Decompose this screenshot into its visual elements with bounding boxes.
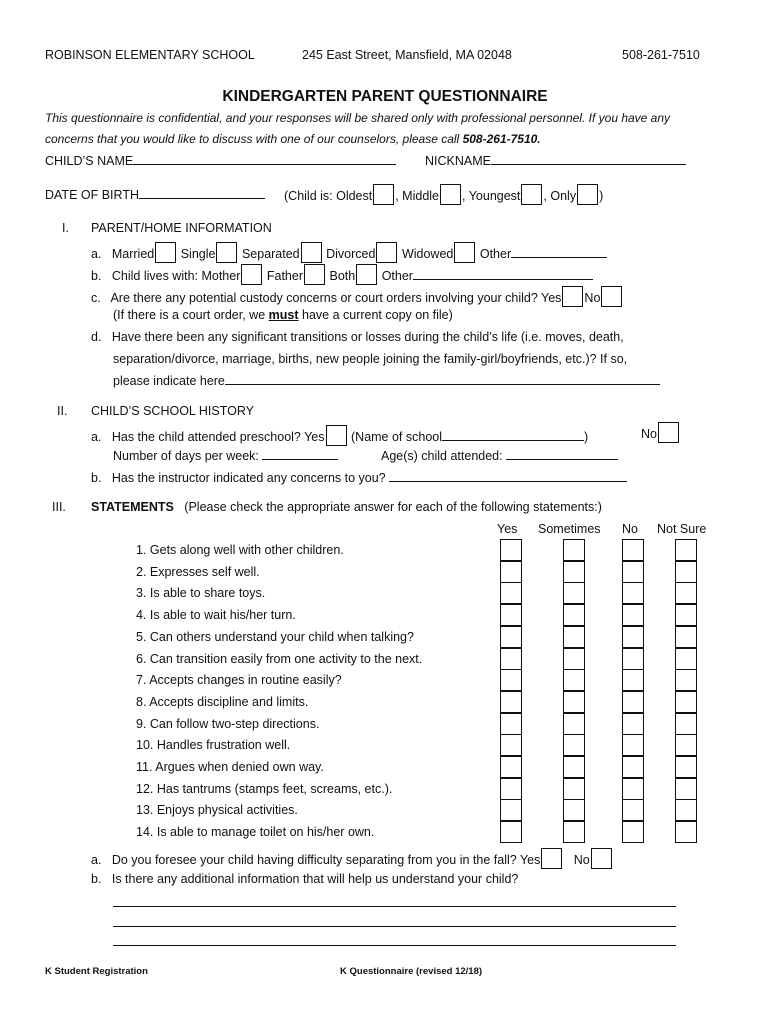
statement-11-yes-checkbox[interactable] [500, 756, 522, 778]
dob-label: DATE OF BIRTH [45, 188, 139, 202]
statement-2-yes-checkbox[interactable] [500, 561, 522, 583]
statement-item: 4. Is able to wait his/her turn. [136, 608, 296, 623]
no-label: No [584, 291, 601, 305]
ages-field[interactable] [506, 448, 618, 460]
statement-13-not-sure-checkbox[interactable] [675, 799, 697, 821]
separating-row [91, 848, 613, 869]
statement-item: 12. Has tantrums (stamps feet, screams, etc.). [136, 781, 393, 796]
answer-line[interactable] [113, 906, 676, 907]
statement-2-no-checkbox[interactable] [622, 561, 644, 583]
instructor-row [91, 470, 627, 485]
paren: ) [584, 430, 589, 444]
middle-label: , Middle [395, 189, 440, 203]
column-not-sure: Not Sure [657, 522, 707, 536]
item-label: b. [91, 471, 102, 485]
additional-row [91, 872, 518, 886]
statement-2-sometimes-checkbox[interactable] [563, 561, 585, 583]
custody-yes-checkbox[interactable] [562, 286, 583, 307]
section-1-number: I. [62, 221, 69, 235]
statement-4-no-checkbox[interactable] [622, 604, 644, 626]
preschool-yes-checkbox[interactable] [326, 425, 347, 446]
statement-7-no-checkbox[interactable] [622, 669, 644, 691]
statement-6-yes-checkbox[interactable] [500, 648, 522, 670]
intro-line-1: This questionnaire is confidential, and your responses will be shared only with professional personnel. If you have any [45, 111, 671, 125]
statement-item: 3. Is able to share toys. [136, 586, 266, 601]
transitions-question: Have there been any significant transitions or losses during the child’s life (i.e. moves, death, [111, 330, 624, 344]
item-label: a. [91, 247, 102, 261]
item-label: a. [91, 430, 102, 444]
footer-center: K Questionnaire (revised 12/18) [340, 966, 483, 977]
statement-8-yes-checkbox[interactable] [500, 691, 522, 713]
other-label: Other [381, 269, 413, 283]
statement-2-not-sure-checkbox[interactable] [675, 561, 697, 583]
no-label: No [641, 427, 657, 441]
oldest-checkbox[interactable] [373, 184, 394, 205]
birth-order-row [284, 184, 603, 205]
section-2-heading: CHILD’S SCHOOL HISTORY [91, 404, 255, 418]
ages-label: Age(s) child attended: [381, 449, 503, 463]
statement-item: 2. Expresses self well. [136, 564, 260, 579]
days-label: Number of days per week: [113, 449, 259, 463]
nickname-label: NICKNAME [425, 154, 491, 168]
statement-8-sometimes-checkbox[interactable] [563, 691, 585, 713]
statement-7-sometimes-checkbox[interactable] [563, 669, 585, 691]
indicate-label: please indicate here [113, 374, 225, 388]
oldest-label: (Child is: Oldest [284, 189, 373, 203]
preschool-question: Has the child attended preschool? Yes [111, 430, 325, 444]
intro-text: concerns that you would like to discuss with one of our counselors, please call [45, 132, 460, 146]
custody-no-checkbox[interactable] [601, 286, 622, 307]
section-3-heading: STATEMENTS [91, 500, 174, 514]
statement-12-no-checkbox[interactable] [622, 778, 644, 800]
dob-row [45, 187, 265, 202]
separating-yes-checkbox[interactable] [541, 848, 562, 869]
statement-13-sometimes-checkbox[interactable] [563, 799, 585, 821]
statement-6-no-checkbox[interactable] [622, 648, 644, 670]
statement-6-not-sure-checkbox[interactable] [675, 648, 697, 670]
divorced-label: Divorced [326, 247, 376, 261]
statement-14-sometimes-checkbox[interactable] [563, 821, 585, 843]
statement-9-yes-checkbox[interactable] [500, 713, 522, 735]
column-yes: Yes [497, 522, 518, 536]
transitions-row-3 [113, 373, 660, 388]
statement-8-no-checkbox[interactable] [622, 691, 644, 713]
statement-10-sometimes-checkbox[interactable] [563, 734, 585, 756]
statement-11-not-sure-checkbox[interactable] [675, 756, 697, 778]
mother-checkbox[interactable] [241, 264, 262, 285]
lives-with-row [91, 264, 593, 285]
both-label: Both [329, 269, 356, 283]
item-label: b. [91, 269, 102, 283]
preschool-no-checkbox[interactable] [658, 422, 679, 443]
court-note-text: (If there is a court order, we [113, 308, 266, 322]
mother-label: Child lives with: Mother [111, 269, 241, 283]
statement-11-no-checkbox[interactable] [622, 756, 644, 778]
statement-item: 5. Can others understand your child when talking? [136, 629, 414, 644]
separating-no-checkbox[interactable] [591, 848, 612, 869]
school-name-field[interactable] [442, 429, 584, 441]
statement-9-no-checkbox[interactable] [622, 713, 644, 735]
item-label: b. [91, 872, 102, 886]
other-label: Other [479, 247, 512, 261]
item-label: c. [91, 291, 101, 305]
section-3-number: III. [52, 500, 66, 514]
statement-3-no-checkbox[interactable] [622, 582, 644, 604]
item-label: a. [91, 853, 102, 867]
statement-item: 8. Accepts discipline and limits. [136, 694, 309, 709]
statement-12-not-sure-checkbox[interactable] [675, 778, 697, 800]
statement-10-no-checkbox[interactable] [622, 734, 644, 756]
statement-14-no-checkbox[interactable] [622, 821, 644, 843]
marital-row [91, 242, 607, 263]
intro-phone: 508-261-7510. [462, 132, 541, 146]
court-note-must: must [268, 308, 299, 322]
statement-1-not-sure-checkbox[interactable] [675, 539, 697, 561]
married-checkbox[interactable] [155, 242, 176, 263]
middle-checkbox[interactable] [440, 184, 461, 205]
statement-5-no-checkbox[interactable] [622, 626, 644, 648]
statement-10-yes-checkbox[interactable] [500, 734, 522, 756]
statement-item: 13. Enjoys physical activities. [136, 803, 298, 818]
only-checkbox[interactable] [577, 184, 598, 205]
nickname-field[interactable] [491, 153, 686, 165]
statement-6-sometimes-checkbox[interactable] [563, 648, 585, 670]
section-1-heading: PARENT/HOME INFORMATION [91, 221, 272, 235]
statement-13-no-checkbox[interactable] [622, 799, 644, 821]
no-label: No [573, 853, 590, 867]
statement-12-yes-checkbox[interactable] [500, 778, 522, 800]
statement-1-yes-checkbox[interactable] [500, 539, 522, 561]
statement-4-yes-checkbox[interactable] [500, 604, 522, 626]
divorced-checkbox[interactable] [376, 242, 397, 263]
both-checkbox[interactable] [356, 264, 377, 285]
intro-line-2 [45, 132, 541, 146]
instructor-field[interactable] [389, 470, 627, 482]
statement-10-not-sure-checkbox[interactable] [675, 734, 697, 756]
statement-9-not-sure-checkbox[interactable] [675, 713, 697, 735]
answer-line[interactable] [113, 945, 676, 946]
statement-7-not-sure-checkbox[interactable] [675, 669, 697, 691]
nickname-row [425, 153, 686, 168]
birth-order-close: ) [599, 189, 604, 203]
preschool-row [91, 425, 588, 446]
other-field[interactable] [511, 246, 607, 258]
statement-1-sometimes-checkbox[interactable] [563, 539, 585, 561]
transitions-row-2: separation/divorce, marriage, births, new people joining the family-girl/boyfriends, etc.)? If so, [113, 352, 628, 366]
preschool-no [641, 422, 680, 443]
school-phone: 508-261-7510 [622, 48, 700, 62]
statement-item: 10. Handles frustration well. [136, 738, 291, 753]
youngest-label: , Youngest [462, 189, 521, 203]
statement-11-sometimes-checkbox[interactable] [563, 756, 585, 778]
statement-item: 14. Is able to manage toilet on his/her own. [136, 825, 375, 840]
statement-9-sometimes-checkbox[interactable] [563, 713, 585, 735]
father-label: Father [266, 269, 303, 283]
widowed-label: Widowed [401, 247, 454, 261]
statement-8-not-sure-checkbox[interactable] [675, 691, 697, 713]
dob-field[interactable] [139, 187, 265, 199]
statement-3-not-sure-checkbox[interactable] [675, 582, 697, 604]
statement-3-yes-checkbox[interactable] [500, 582, 522, 604]
statement-4-sometimes-checkbox[interactable] [563, 604, 585, 626]
statement-12-sometimes-checkbox[interactable] [563, 778, 585, 800]
statement-item: 9. Can follow two-step directions. [136, 716, 320, 731]
statement-3-sometimes-checkbox[interactable] [563, 582, 585, 604]
court-note-text: have a current copy on file) [302, 308, 453, 322]
column-no: No [622, 522, 638, 536]
custody-question: Are there any potential custody concerns or court orders involving your child? Yes [110, 291, 562, 305]
statement-4-not-sure-checkbox[interactable] [675, 604, 697, 626]
answer-line[interactable] [113, 926, 676, 927]
school-name-label: (Name of school [351, 430, 443, 444]
days-field[interactable] [262, 448, 338, 460]
custody-row [91, 286, 623, 307]
separating-question: Do you foresee your child having difficulty separating from you in the fall? Yes [111, 853, 541, 867]
instructor-question: Has the instructor indicated any concerns to you? [111, 471, 386, 485]
transitions-row-1 [91, 330, 624, 344]
footer-left: K Student Registration [45, 966, 148, 977]
other-field[interactable] [413, 268, 593, 280]
child-name-field[interactable] [133, 153, 396, 165]
statement-7-yes-checkbox[interactable] [500, 669, 522, 691]
transitions-field[interactable] [225, 373, 660, 385]
additional-question: Is there any additional information that will help us understand your child? [111, 872, 519, 886]
statement-5-not-sure-checkbox[interactable] [675, 626, 697, 648]
single-label: Single [180, 247, 216, 261]
father-checkbox[interactable] [304, 264, 325, 285]
statement-item: 11. Argues when denied own way. [136, 760, 324, 774]
single-checkbox[interactable] [216, 242, 237, 263]
separated-checkbox[interactable] [301, 242, 322, 263]
youngest-checkbox[interactable] [521, 184, 542, 205]
only-label: , Only [543, 189, 577, 203]
statement-14-not-sure-checkbox[interactable] [675, 821, 697, 843]
days-row [113, 448, 338, 463]
separated-label: Separated [241, 247, 300, 261]
statement-5-sometimes-checkbox[interactable] [563, 626, 585, 648]
school-address: 245 East Street, Mansfield, MA 02048 [302, 48, 512, 62]
page-title: KINDERGARTEN PARENT QUESTIONNAIRE [222, 88, 548, 105]
widowed-checkbox[interactable] [454, 242, 475, 263]
statement-item: 6. Can transition easily from one activity to the next. [136, 651, 423, 666]
statement-1-no-checkbox[interactable] [622, 539, 644, 561]
ages-row [381, 448, 618, 463]
statement-item: 1. Gets along well with other children. [136, 543, 344, 557]
statement-13-yes-checkbox[interactable] [500, 799, 522, 821]
item-label: d. [91, 330, 102, 344]
court-order-note [113, 308, 453, 322]
column-sometimes: Sometimes [538, 522, 601, 536]
child-name-row [45, 153, 396, 168]
statement-item: 7. Accepts changes in routine easily? [136, 673, 342, 688]
statement-5-yes-checkbox[interactable] [500, 626, 522, 648]
section-2-number: II. [57, 404, 68, 418]
statement-14-yes-checkbox[interactable] [500, 821, 522, 843]
section-3-heading-row [91, 500, 602, 514]
school-name: ROBINSON ELEMENTARY SCHOOL [45, 48, 255, 62]
married-label: Married [111, 247, 155, 261]
child-name-label: CHILD’S NAME [45, 154, 134, 168]
section-3-instruction: (Please check the appropriate answer for each of the following statements:) [184, 500, 602, 514]
